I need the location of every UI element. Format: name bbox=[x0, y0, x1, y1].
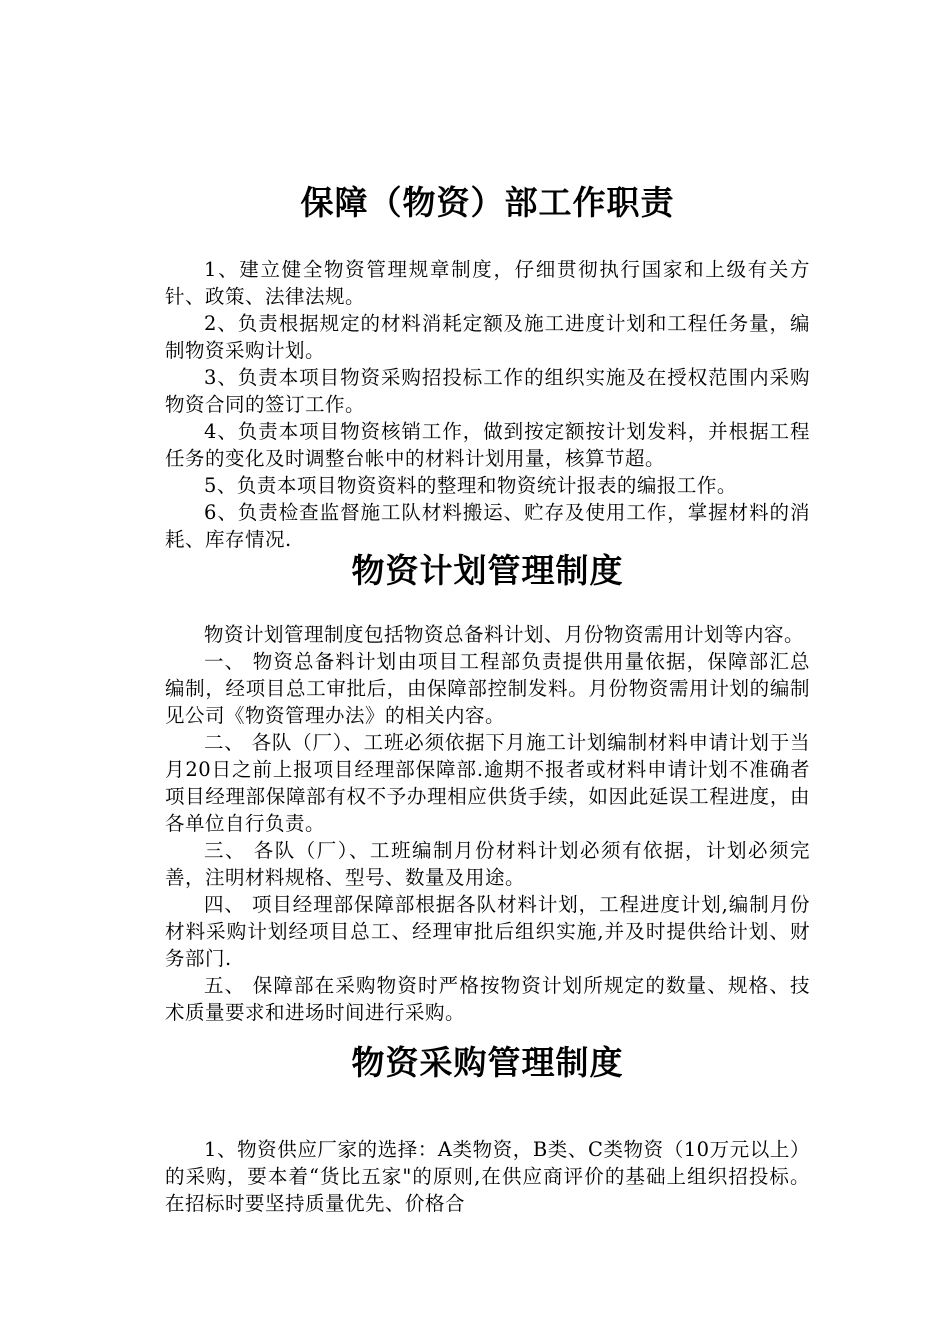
section-body-procurement bbox=[165, 1136, 810, 1217]
section-title-plan: 物资计划管理制度 bbox=[351, 551, 624, 590]
paragraph: 3、负责本项目物资采购招投标工作的组织实施及在授权范围内采购物资合同的签订工作。 bbox=[165, 366, 810, 416]
paragraph: 五、 保障部在采购物资时严格按物资计划所规定的数量、规格、技术质量要求和进场时间进行采购。 bbox=[165, 974, 810, 1024]
paragraph: 物资计划管理制度包括物资总备料计划、月份物资需用计划等内容。 bbox=[204, 623, 805, 646]
paragraph: 2、负责根据规定的材料消耗定额及施工进度计划和工程任务量，编制物资采购计划。 bbox=[165, 312, 810, 362]
paragraph: 三、 各队（厂）、工班编制月份材料计划必须有依据，计划必须完善，注明材料规格、型号、数量及用途。 bbox=[165, 839, 810, 889]
section-title-procurement: 物资采购管理制度 bbox=[351, 1043, 624, 1082]
paragraph: 1、建立健全物资管理规章制度，仔细贯彻执行国家和上级有关方针、政策、法律法规。 bbox=[165, 258, 810, 308]
paragraph: 一、 物资总备料计划由项目工程部负责提供用量依据，保障部汇总编制，经项目总工审批后，由保障部控制发料。月份物资需用计划的编制见公司《物资管理办法》的相关内容。 bbox=[165, 650, 810, 727]
section-body-plan bbox=[165, 621, 810, 1026]
paragraph: 4、负责本项目物资核销工作，做到按定额按计划发料，并根据工程任务的变化及时调整台帐中的材料计划用量，核算节超。 bbox=[165, 420, 810, 470]
paragraph: 6、负责检查监督施工队材料搬运、贮存及使用工作，掌握材料的消耗、库存情况. bbox=[165, 501, 810, 551]
section-title-duties: 保障（物资）部工作职责 bbox=[300, 183, 675, 222]
paragraph: 1、物资供应厂家的选择：A类物资，B类、C类物资（10万元以上）的采购，要本着“货比五家"的原则,在供应商评价的基础上组织招投标。在招标时要坚持质量优先、价格合 bbox=[165, 1138, 810, 1215]
paragraph: 二、 各队（厂）、工班必须依据下月施工计划编制材料申请计划于当月20日之前上报项目经理部保障部.逾期不报者或材料申请计划不准确者项目经理部保障部有权不予办理相应供货手续，如因此延误工程进度，由各单位自行负责。 bbox=[165, 731, 810, 835]
paragraph: 四、 项目经理部保障部根据各队材料计划，工程进度计划,编制月份材料采购计划经项目总工、经理审批后组织实施,并及时提供给计划、财务部门. bbox=[165, 893, 810, 970]
section-body-duties bbox=[165, 256, 810, 553]
paragraph: 5、负责本项目物资资料的整理和物资统计报表的编报工作。 bbox=[204, 474, 737, 497]
